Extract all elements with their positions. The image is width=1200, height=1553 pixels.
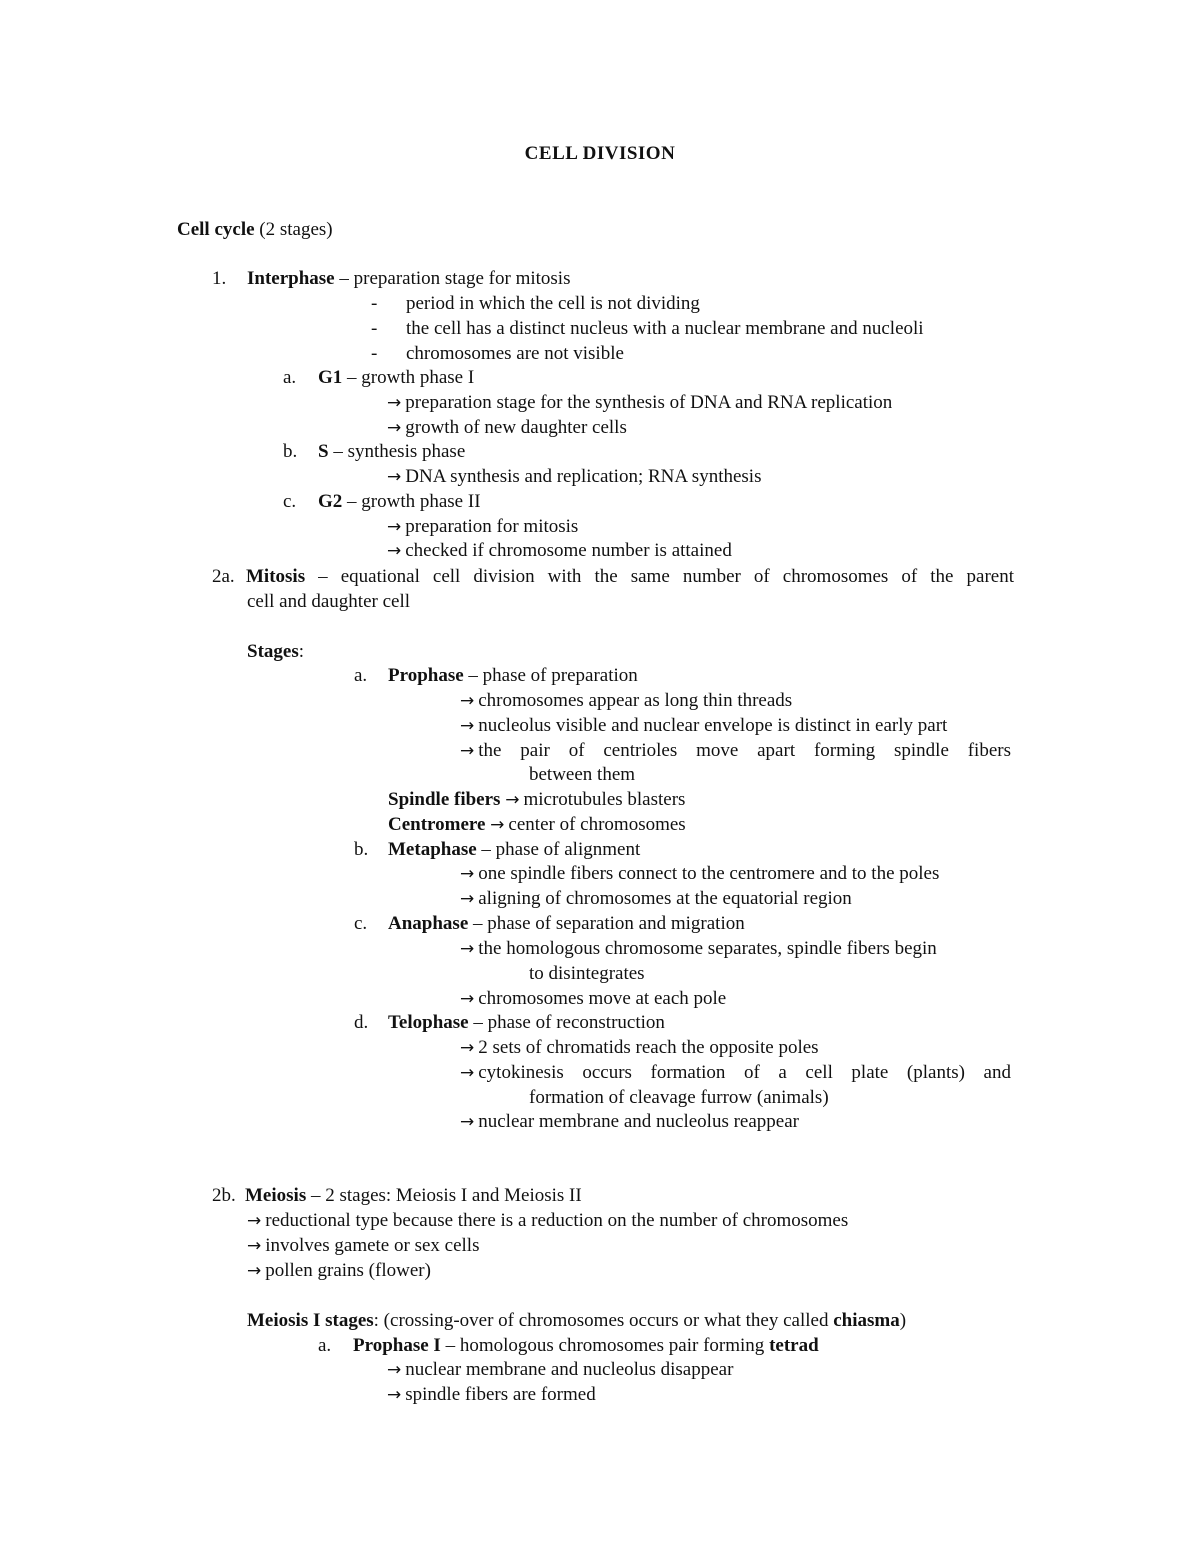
interphase-term: Interphase <box>247 268 335 289</box>
metaphase-definition: – phase of alignment <box>476 839 641 860</box>
point-text: nucleolus visible and nuclear envelope is distinct in early part <box>478 715 948 736</box>
arrow-icon: → <box>387 1360 402 1380</box>
g2-term: G2 <box>318 491 343 512</box>
stages-label <box>247 640 304 664</box>
arrow-icon: → <box>460 691 475 711</box>
g1-heading <box>318 366 474 390</box>
list-letter: a. <box>354 665 368 686</box>
point-text: nuclear membrane and nucleolus reappear <box>478 1111 799 1132</box>
arrow-icon: → <box>460 741 475 761</box>
telophase-definition: – phase of reconstruction <box>468 1012 665 1033</box>
g2-point <box>387 515 578 539</box>
prophase-i-definition: – homologous chromosomes pair forming <box>440 1335 770 1356</box>
telophase-term: Telophase <box>388 1012 469 1033</box>
dash-marker: - <box>371 343 378 364</box>
prophase-point-cont: between them <box>529 764 636 785</box>
arrow-icon: → <box>460 1112 475 1132</box>
point-text: checked if chromosome number is attained <box>405 540 732 561</box>
centromere-def <box>388 813 686 837</box>
arrow-icon: → <box>247 1261 262 1281</box>
prophase-term: Prophase <box>388 665 464 686</box>
g1-point <box>387 416 627 440</box>
spindle-fibers-term: Spindle fibers <box>388 789 501 810</box>
list-letter: c. <box>354 913 368 934</box>
telophase-point <box>460 1061 1011 1085</box>
stages-term: Stages <box>247 641 299 662</box>
prophase-point <box>460 689 792 713</box>
arrow-icon: → <box>460 889 475 909</box>
meiosis-point <box>247 1234 479 1258</box>
point-text: spindle fibers are formed <box>405 1384 596 1405</box>
telophase-point <box>460 1110 799 1134</box>
arrow-icon: → <box>460 1063 475 1083</box>
meiosis-term: Meiosis <box>245 1185 307 1206</box>
meiosis-i-stages-term: Meiosis I stages <box>247 1310 374 1331</box>
mitosis-definition-cont: cell and daughter cell <box>247 591 411 612</box>
interphase-bullet: the cell has a distinct nucleus with a nuclear membrane and nucleoli <box>406 318 924 339</box>
point-text: center of chromosomes <box>508 814 686 835</box>
prophase-i-heading <box>353 1334 819 1358</box>
arrow-icon: → <box>387 393 402 413</box>
s-heading <box>318 440 465 464</box>
point-text: chromosomes appear as long thin threads <box>478 690 793 711</box>
arrow-icon: → <box>387 541 402 561</box>
s-point <box>387 465 761 489</box>
list-number: 1. <box>212 268 227 289</box>
telophase-point-cont: formation of cleavage furrow (animals) <box>529 1087 829 1108</box>
g2-point <box>387 539 732 563</box>
meiosis-i-stages-heading <box>247 1309 906 1333</box>
point-text: reductional type because there is a reduction on the number of chromosomes <box>265 1210 849 1231</box>
cell-cycle-rest: (2 stages) <box>254 219 333 240</box>
tetrad-term: tetrad <box>769 1335 819 1356</box>
page-title: CELL DIVISION <box>524 143 676 164</box>
prophase-heading <box>388 664 638 688</box>
arrow-icon: → <box>247 1211 262 1231</box>
list-letter: c. <box>283 491 297 512</box>
anaphase-point <box>460 987 726 1011</box>
cell-cycle-term: Cell cycle <box>177 219 255 240</box>
anaphase-term: Anaphase <box>388 913 469 934</box>
arrow-icon: → <box>387 467 402 487</box>
point-text: preparation for mitosis <box>405 516 579 537</box>
g1-term: G1 <box>318 367 343 388</box>
meiosis-point <box>247 1209 848 1233</box>
point-text: growth of new daughter cells <box>405 417 627 438</box>
anaphase-heading <box>388 912 745 936</box>
meiosis-point <box>247 1259 431 1283</box>
chiasma-term: chiasma <box>833 1310 900 1331</box>
point-text: pollen grains (flower) <box>265 1260 431 1281</box>
point-text: 2 sets of chromatids reach the opposite poles <box>478 1037 819 1058</box>
dash-marker: - <box>371 293 378 314</box>
arrow-icon: → <box>460 1038 475 1058</box>
point-text: the pair of centrioles move apart forming spindle fibers <box>478 740 1011 761</box>
arrow-icon: → <box>490 815 505 835</box>
point-text: aligning of chromosomes at the equatorial region <box>478 888 852 909</box>
point-text: DNA synthesis and replication; RNA synthesis <box>405 466 762 487</box>
point-text: involves gamete or sex cells <box>265 1235 480 1256</box>
list-letter: d. <box>354 1012 369 1033</box>
telophase-heading <box>388 1011 665 1035</box>
arrow-icon: → <box>460 864 475 884</box>
s-definition: – synthesis phase <box>328 441 466 462</box>
mitosis-definition: – equational cell division with the same number of chromosomes of the parent <box>305 566 1014 587</box>
meiosis-i-stages-rest: : (crossing-over of chromosomes occurs or what they called <box>373 1310 834 1331</box>
cell-cycle-heading <box>177 218 333 242</box>
point-text: cytokinesis occurs formation of a cell plate (plants) and <box>478 1062 1011 1083</box>
g2-definition: – growth phase II <box>342 491 481 512</box>
prophase-i-term: Prophase I <box>353 1335 441 1356</box>
point-text: preparation stage for the synthesis of DNA and RNA replication <box>405 392 893 413</box>
metaphase-term: Metaphase <box>388 839 477 860</box>
point-text: one spindle fibers connect to the centromere and to the poles <box>478 863 940 884</box>
arrow-icon: → <box>505 790 520 810</box>
prophase-i-point <box>387 1358 733 1382</box>
meiosis-heading <box>245 1184 582 1208</box>
point-text: the homologous chromosome separates, spindle fibers begin <box>478 938 937 959</box>
prophase-point <box>460 714 947 738</box>
metaphase-point <box>460 887 852 911</box>
mitosis-heading <box>246 565 1014 589</box>
arrow-icon: → <box>460 939 475 959</box>
arrow-icon: → <box>460 989 475 1009</box>
spindle-fibers-def <box>388 788 685 812</box>
g2-heading <box>318 490 481 514</box>
anaphase-definition: – phase of separation and migration <box>468 913 745 934</box>
interphase-bullet: period in which the cell is not dividing <box>406 293 700 314</box>
arrow-icon: → <box>387 1385 402 1405</box>
prophase-point <box>460 739 1011 763</box>
arrow-icon: → <box>387 517 402 537</box>
metaphase-point <box>460 862 939 886</box>
meiosis-i-stages-end: ) <box>899 1310 907 1331</box>
prophase-i-point <box>387 1383 596 1407</box>
stages-colon: : <box>298 641 305 662</box>
list-number: 2a. <box>212 566 235 587</box>
g1-definition: – growth phase I <box>342 367 475 388</box>
interphase-definition: – preparation stage for mitosis <box>334 268 571 289</box>
meiosis-definition: – 2 stages: Meiosis I and Meiosis II <box>306 1185 582 1206</box>
dash-marker: - <box>371 318 378 339</box>
point-text: nuclear membrane and nucleolus disappear <box>405 1359 734 1380</box>
arrow-icon: → <box>387 418 402 438</box>
s-term: S <box>318 441 329 462</box>
list-letter: a. <box>283 367 297 388</box>
arrow-icon: → <box>247 1236 262 1256</box>
anaphase-point-cont: to disintegrates <box>529 963 645 984</box>
anaphase-point <box>460 937 937 961</box>
telophase-point <box>460 1036 819 1060</box>
list-letter: a. <box>318 1335 332 1356</box>
point-text: chromosomes move at each pole <box>478 988 727 1009</box>
list-letter: b. <box>283 441 298 462</box>
point-text: microtubules blasters <box>523 789 686 810</box>
centromere-term: Centromere <box>388 814 486 835</box>
arrow-icon: → <box>460 716 475 736</box>
g1-point <box>387 391 892 415</box>
prophase-definition: – phase of preparation <box>463 665 638 686</box>
list-number: 2b. <box>212 1185 236 1206</box>
list-letter: b. <box>354 839 369 860</box>
interphase-bullet: chromosomes are not visible <box>406 343 624 364</box>
metaphase-heading <box>388 838 640 862</box>
mitosis-term: Mitosis <box>246 566 306 587</box>
interphase-heading <box>247 267 570 291</box>
